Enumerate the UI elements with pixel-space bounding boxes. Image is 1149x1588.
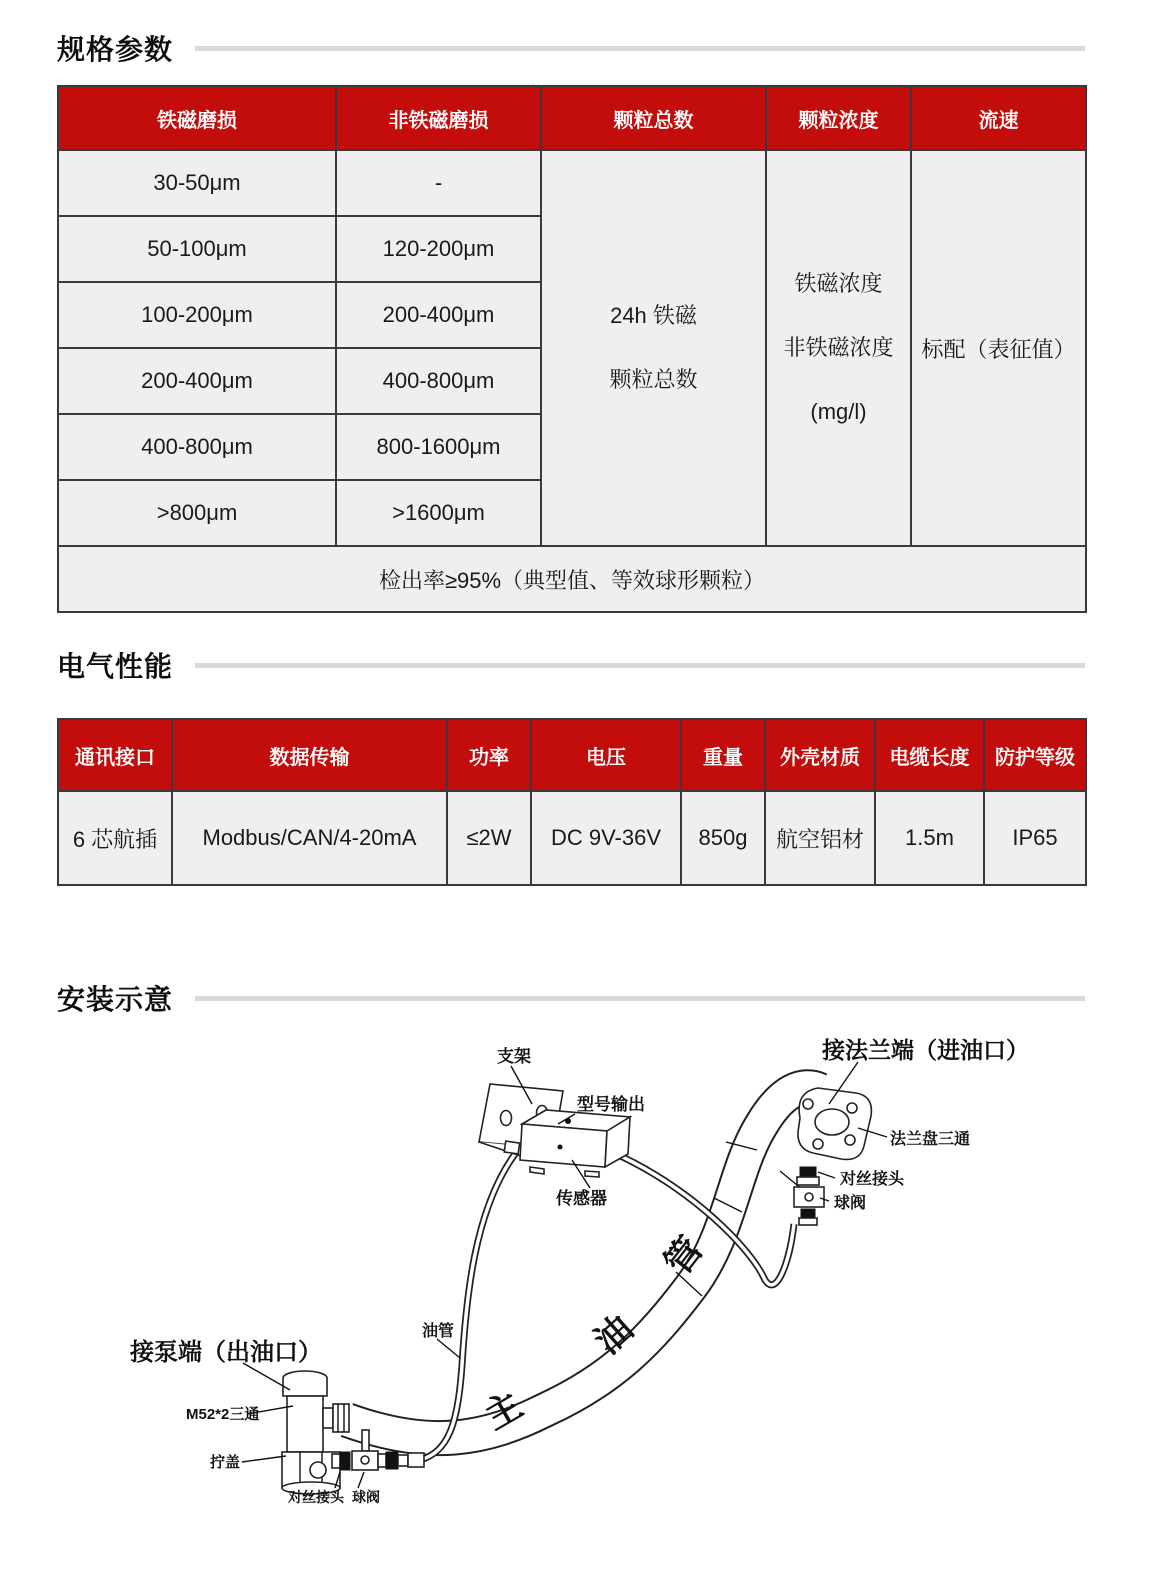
screw-cap-label: 拧盖 <box>210 1454 241 1471</box>
ferro-wear-range: 400-800μm <box>58 414 336 480</box>
sensor-front-dot <box>558 1145 562 1149</box>
col-header-cable-length: 电缆长度 <box>875 719 984 791</box>
electrical-section-header <box>57 645 1085 685</box>
pump-tee-side-link <box>323 1408 333 1428</box>
connector-right <box>801 1209 815 1218</box>
thread-fitting-left-label: 对丝接头 <box>288 1489 344 1505</box>
col-header-particle-total: 颗粒总数 <box>541 86 766 150</box>
connector-left-a <box>378 1454 386 1467</box>
main-pipe-char: 管 <box>656 1228 711 1283</box>
flange-bolt <box>845 1135 855 1145</box>
ball-valve-left-stem <box>361 1456 369 1464</box>
leader-thread-right <box>818 1172 835 1178</box>
col-header-weight: 重量 <box>681 719 765 791</box>
data-transfer-value: Modbus/CAN/4-20mA <box>172 791 447 885</box>
nonferro-wear-range: 800-1600μm <box>336 414 541 480</box>
ferro-wear-range: 100-200μm <box>58 282 336 348</box>
protection-rating-value: IP65 <box>984 791 1086 885</box>
m52-tee-label: M52*2三通 <box>186 1406 260 1423</box>
col-header-voltage: 电压 <box>531 719 681 791</box>
col-header-nonferromagnetic-wear: 非铁磁磨损 <box>336 86 541 150</box>
concentration-line: 非铁磁浓度 <box>783 335 894 360</box>
ball-valve-left-label: 球阀 <box>352 1489 380 1505</box>
nonferro-wear-range: 400-800μm <box>336 348 541 414</box>
flange-end-label: 接法兰端（进油口） <box>822 1037 1029 1063</box>
leader-screw-cap <box>242 1456 286 1462</box>
particle-total-cell <box>541 150 766 546</box>
nonferro-wear-range: >1600μm <box>336 480 541 546</box>
section-rule <box>195 996 1085 1001</box>
connector-left-c <box>398 1455 408 1466</box>
spec-parameters-table <box>57 85 1087 613</box>
thread-fitting-right <box>800 1167 816 1177</box>
ball-valve-right-stem <box>805 1193 813 1201</box>
pump-tee-body <box>287 1396 323 1452</box>
col-header-flow-rate: 流速 <box>911 86 1086 150</box>
voltage-value: DC 9V-36V <box>531 791 681 885</box>
screw-cap-hole <box>310 1462 326 1478</box>
connector-right-nut <box>799 1218 817 1225</box>
particle-concentration-cell <box>766 150 911 546</box>
flow-rate-cell: 标配（表征值） <box>911 150 1086 546</box>
power-value: ≤2W <box>447 791 531 885</box>
install-section-header <box>57 978 1085 1018</box>
pump-tee-side-nut <box>333 1404 349 1432</box>
electrical-data-row <box>58 791 1086 885</box>
weight-value: 850g <box>681 791 765 885</box>
connector-left-b <box>386 1452 398 1469</box>
col-header-housing-material: 外壳材质 <box>765 719 875 791</box>
detection-rate-note: 检出率≥95%（典型值、等效球形颗粒） <box>58 546 1086 612</box>
particle-total-line: 24h 铁磁 <box>610 303 697 328</box>
cable-length-value: 1.5m <box>875 791 984 885</box>
section-rule <box>195 46 1085 51</box>
install-section-title: 安装示意 <box>57 984 174 1015</box>
spec-section-header <box>57 28 1085 68</box>
comm-interface-value: 6 芯航插 <box>58 791 172 885</box>
ferro-wear-range: >800μm <box>58 480 336 546</box>
col-header-power: 功率 <box>447 719 531 791</box>
ball-valve-right-label: 球阀 <box>834 1195 867 1212</box>
ferro-wear-range: 200-400μm <box>58 348 336 414</box>
housing-material-value: 航空铝材 <box>765 791 875 885</box>
concentration-line: 铁磁浓度 <box>794 271 883 296</box>
sensor-box-front <box>520 1124 607 1167</box>
thread-fitting-right-label: 对丝接头 <box>840 1171 905 1188</box>
spec-header-row <box>58 86 1086 150</box>
sensor-foot <box>585 1171 599 1177</box>
leader-oil-tube <box>437 1339 460 1358</box>
nonferro-wear-range: 120-200μm <box>336 216 541 282</box>
sensor-label: 传感器 <box>556 1189 607 1208</box>
installation-diagram <box>0 1020 1149 1588</box>
signal-output-label: 型号输出 <box>577 1095 645 1114</box>
flange-bore <box>815 1109 849 1135</box>
thread-fitting-left-a <box>332 1454 340 1468</box>
flange-bolt <box>847 1103 857 1113</box>
sensor-foot <box>530 1167 544 1174</box>
concentration-line: (mg/l) <box>810 399 867 424</box>
nonferro-wear-range: - <box>336 150 541 216</box>
section-rule <box>195 663 1085 668</box>
particle-total-line: 颗粒总数 <box>609 367 698 392</box>
electrical-performance-table <box>57 718 1087 886</box>
nonferro-wear-range: 200-400μm <box>336 282 541 348</box>
flange-bolt <box>803 1099 813 1109</box>
col-header-comm-interface: 通讯接口 <box>58 719 172 791</box>
flange-tee-label: 法兰盘三通 <box>890 1131 971 1148</box>
spec-section-title: 规格参数 <box>57 34 174 65</box>
electrical-header-row <box>58 719 1086 791</box>
ball-valve-left-handle <box>362 1430 369 1451</box>
electrical-section-title: 电气性能 <box>57 651 174 682</box>
pump-tee-top-sides <box>283 1378 327 1396</box>
main-pipe-char: 主 <box>477 1383 530 1438</box>
thread-fitting-left-b <box>340 1452 350 1470</box>
col-header-data-transfer: 数据传输 <box>172 719 447 791</box>
bracket-label: 支架 <box>497 1047 531 1066</box>
table-footer-row <box>58 546 1086 612</box>
pump-end-label: 接泵端（出油口） <box>130 1339 322 1366</box>
thread-fitting-right-nut <box>797 1177 819 1185</box>
col-header-protection-rating: 防护等级 <box>984 719 1086 791</box>
oil-tube-label: 油管 <box>422 1323 455 1340</box>
table-row <box>58 150 1086 216</box>
flange-bolt <box>813 1139 823 1149</box>
leader-valve-left <box>358 1472 364 1488</box>
col-header-particle-concentration: 颗粒浓度 <box>766 86 911 150</box>
ferro-wear-range: 30-50μm <box>58 150 336 216</box>
sensor-cable-gland <box>504 1141 519 1154</box>
main-pipe-char: 油 <box>586 1307 641 1362</box>
bracket-hole <box>501 1111 512 1126</box>
ferro-wear-range: 50-100μm <box>58 216 336 282</box>
col-header-ferromagnetic-wear: 铁磁磨损 <box>58 86 336 150</box>
connector-left-d <box>408 1453 424 1467</box>
